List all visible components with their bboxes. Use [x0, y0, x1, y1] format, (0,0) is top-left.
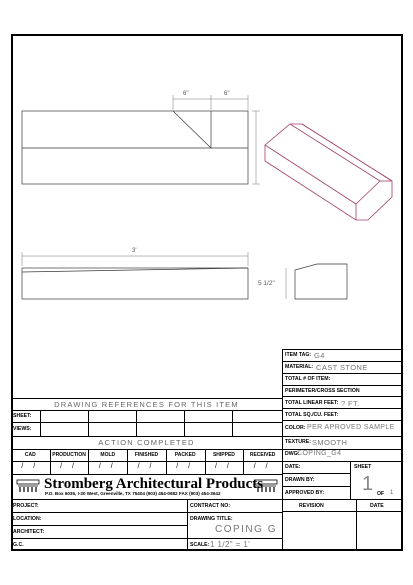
drawing-title-label: DRAWING TITLE: — [190, 516, 233, 522]
revision-label: REVISION — [299, 503, 324, 509]
item-tag-label: ITEM TAG: — [285, 352, 312, 358]
material-value: CAST STONE — [316, 363, 368, 372]
scale-value: 1 1/2" = 1' — [210, 540, 251, 549]
dim-height: 5 1/2" — [258, 280, 275, 287]
plan-view — [22, 111, 248, 184]
sheet-total: 1 — [390, 490, 394, 496]
plan-dimensions — [173, 95, 260, 184]
item-tag-value: G4 — [314, 351, 325, 360]
action-title: ACTION COMPLETED — [98, 438, 195, 447]
dim-top-a: 6" — [183, 91, 189, 97]
stage-header-finished: FINISHED — [134, 452, 159, 458]
stage-header-production: PRODUCTION — [52, 452, 86, 458]
stage-date-production: / / — [60, 463, 78, 470]
texture-label: TEXTURE: — [285, 439, 311, 445]
dwg-value: COPING_G4 — [297, 450, 342, 457]
stage-date-received: / / — [253, 463, 272, 470]
drawing-title-value: COPING G — [214, 524, 277, 535]
sheet-number: 1 — [362, 473, 374, 495]
references-title: DRAWING REFERENCES FOR THIS ITEM — [54, 400, 239, 409]
architect-label: ARCHITECT: — [13, 529, 45, 535]
perimeter-label: PERIMETER/CROSS SECTION — [285, 388, 360, 394]
stage-header-received: RECEIVED — [249, 452, 276, 458]
dim-top-b: 6" — [224, 91, 230, 97]
contract-label: CONTRACT NO: — [190, 503, 231, 509]
location-label: LOCATION: — [13, 516, 42, 522]
project-label: PROJECT: — [13, 503, 39, 509]
texture-value: SMOOTH — [312, 438, 348, 447]
iso-view — [265, 124, 392, 220]
stage-header-packed: PACKED — [174, 452, 196, 458]
stage-date-shipped: / / — [214, 463, 233, 470]
scale-label: SCALE: — [190, 542, 210, 548]
cu-feet-label: TOTAL SQ./CU. FEET: — [285, 412, 339, 418]
ref-views-label: VIEWS: — [13, 426, 32, 432]
color-label: COLOR: — [285, 425, 306, 431]
total-items-label: TOTAL # OF ITEM: — [285, 376, 331, 382]
stage-header-cad: CAD — [24, 452, 36, 458]
ref-sheet-label: SHEET: — [13, 413, 32, 419]
gc-label: G.C. — [13, 542, 24, 548]
linear-feet-value: ? FT. — [341, 399, 360, 408]
end-profile — [295, 264, 347, 299]
color-value: PER APROVED SAMPLE — [307, 424, 395, 431]
stage-header-mold: MOLD — [100, 452, 116, 458]
stage-date-packed: / / — [176, 463, 195, 470]
stage-header-shipped: SHIPPED — [212, 452, 235, 458]
drawn-by-label: DRAWN BY: — [285, 477, 315, 483]
rev-date-label: DATE — [370, 503, 384, 509]
sheet-of: OF — [377, 491, 385, 497]
sheet-label: SHEET — [354, 464, 372, 470]
stage-date-mold: / / — [98, 463, 117, 470]
linear-feet-label: TOTAL LINEAR FEET: — [285, 400, 339, 406]
dim-length: 3' — [132, 248, 137, 254]
date-label: DATE: — [285, 464, 301, 470]
stage-date-finished: / / — [137, 463, 156, 470]
company-name: Stromberg Architectural Products — [44, 476, 264, 492]
material-label: MATERIAL: — [285, 364, 314, 370]
company-address: P.O. Box 6036, I-30 West, Greenville, TX 75404 (903) 454-0682 FAX (903) 454-3642 — [45, 491, 221, 496]
dwg-label: DWG: — [285, 451, 300, 457]
front-dimensions — [22, 252, 286, 299]
front-elevation — [22, 268, 248, 299]
logo-left-icon — [16, 479, 40, 493]
approved-by-label: APPROVED BY: — [285, 490, 325, 496]
stage-date-cad: / / — [21, 463, 40, 470]
